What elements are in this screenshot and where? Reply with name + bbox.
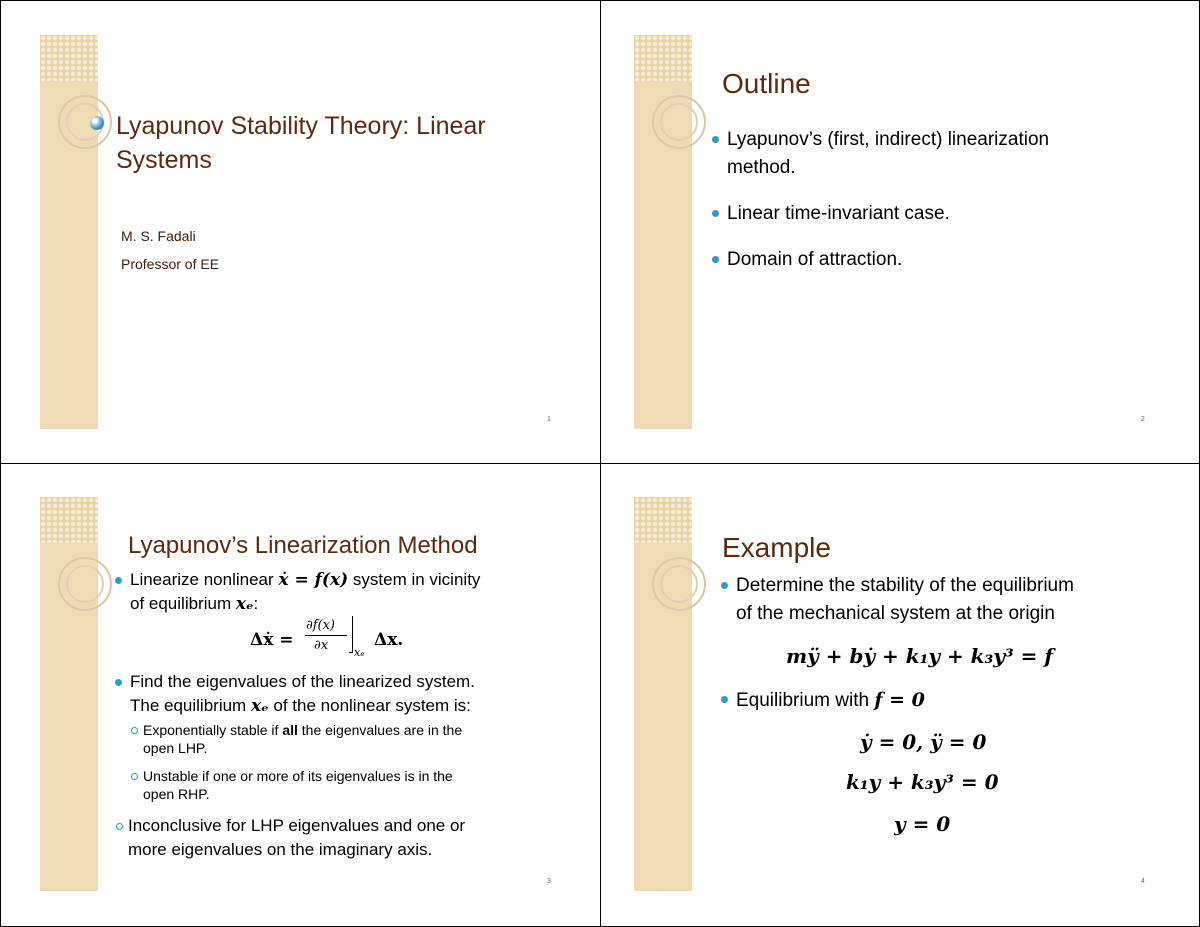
page-number: 4 (1141, 878, 1145, 885)
sub-bullet-inconclusive (128, 814, 465, 838)
dot-pattern (40, 35, 98, 81)
sub-bullet-unstable-cont: open RHP. (143, 786, 210, 802)
eq-fraction-bar (305, 635, 347, 636)
sub-text: the eigenvalues are in the (301, 722, 463, 738)
bullet-text: of the nonlinear system is: (273, 696, 471, 715)
sub-text: Unstable if one or more of its eigenvalues is in the (143, 768, 453, 784)
eq-lhs: Δẋ = (250, 630, 294, 650)
bullet-text: Inconclusive for LHP eigenvalues and one or (128, 816, 466, 835)
bullet-text: Linear time-invariant case. (727, 203, 950, 224)
equation-solution: y = 0 (894, 812, 951, 836)
sub-bullet-stable (143, 722, 462, 739)
outline-bullet-1-cont (727, 154, 796, 182)
decorative-strip (634, 35, 692, 429)
author-position: Professor of EE (121, 256, 220, 272)
outline-bullet-2 (727, 200, 950, 228)
page-number: 3 (547, 878, 551, 885)
sub-text: Exponentially stable if (143, 722, 279, 738)
dot-pattern (634, 497, 692, 543)
eq-numerator: ∂f(x) (306, 618, 336, 633)
bullet-dot-icon (721, 582, 728, 589)
slide-title: Lyapunov’s Linearization Method (128, 532, 478, 559)
dot-pattern (634, 35, 692, 81)
sub-bullet-unstable (143, 768, 453, 785)
decorative-strip (40, 35, 98, 429)
bullet-text: Domain of attraction. (727, 249, 903, 270)
bullet-text: of equilibrium (130, 594, 232, 613)
page-number: 2 (1141, 416, 1145, 423)
eq-rhs: Δx. (374, 630, 404, 650)
bullet-dot-icon (721, 696, 728, 703)
bullet-dot-icon (712, 256, 719, 263)
bullet-text: Find the eigenvalues of the linearized system. (130, 672, 475, 691)
sub-bullet-circle-icon (116, 823, 123, 830)
sub-text-bold: all (282, 722, 298, 738)
bullet-orb-icon (90, 116, 104, 130)
eq-subscript: xₑ (354, 646, 365, 659)
slide-title: Lyapunov Stability Theory: Linear (116, 112, 486, 140)
bullet-text: Determine the stability of the equilibrium (736, 575, 1074, 596)
decorative-strip (634, 497, 692, 891)
equation-of-motion: mÿ + bẏ + k₁y + k₃y³ = f (786, 644, 1053, 668)
slide-title: Outline (722, 68, 811, 99)
outline-bullet-3 (727, 246, 902, 274)
sub-bullet-circle-icon (131, 773, 138, 780)
slide-title-line2: Systems (116, 146, 212, 174)
eq-denominator: ∂x (314, 638, 329, 653)
bullet-determine (736, 572, 1074, 600)
bullet-equilibrium (736, 686, 925, 715)
bullet-text: The equilibrium (130, 696, 247, 715)
decorative-ring-inner (660, 565, 698, 603)
bullet-dot-icon (115, 577, 122, 584)
bullet-eigenvalues (130, 670, 475, 694)
sub-bullet-stable-cont: open LHP. (143, 740, 208, 756)
sub-bullet-circle-icon (131, 727, 138, 734)
dot-pattern (40, 497, 98, 543)
bullet-determine-cont: of the mechanical system at the origin (736, 603, 1055, 624)
slide-2[interactable] (600, 0, 1200, 463)
sub-bullet-inconclusive-cont: more eigenvalues on the imaginary axis. (128, 840, 433, 859)
bullet-dot-icon (712, 136, 719, 143)
decorative-ring-inner (660, 103, 698, 141)
decorative-ring-inner (66, 565, 104, 603)
bullet-dot-icon (115, 679, 122, 686)
bullet-linearize-cont (130, 592, 258, 616)
bullet-text: Linearize nonlinear (130, 570, 274, 589)
slide-4[interactable] (600, 464, 1200, 927)
bullet-text: system in vicinity (352, 570, 481, 589)
bullet-eigenvalues-cont (130, 694, 471, 718)
bullet-text: Lyapunov’s (first, indirect) linearization (727, 129, 1050, 150)
slide-1[interactable] (0, 0, 600, 463)
outline-bullet-1 (727, 126, 1049, 154)
bullet-text: : (253, 594, 259, 613)
inline-equation: ẋ = f(x) (278, 570, 349, 590)
equation-derivatives-zero: ẏ = 0, ÿ = 0 (860, 730, 987, 754)
inline-equation: xₑ (250, 696, 269, 716)
bullet-linearize (130, 568, 480, 592)
equation-spring-force: k₁y + k₃y³ = 0 (846, 770, 999, 794)
inline-equation: xₑ (235, 594, 254, 614)
page-number: 1 (547, 416, 551, 423)
bullet-text: Equilibrium with (736, 690, 870, 711)
slide-title: Example (722, 532, 831, 563)
bullet-text: method. (727, 157, 796, 178)
inline-equation: f = 0 (874, 689, 925, 711)
author-name: M. S. Fadali (121, 228, 196, 244)
bullet-dot-icon (712, 210, 719, 217)
decorative-strip (40, 497, 98, 891)
slide-3[interactable] (0, 464, 600, 927)
eq-bracket (349, 616, 353, 653)
